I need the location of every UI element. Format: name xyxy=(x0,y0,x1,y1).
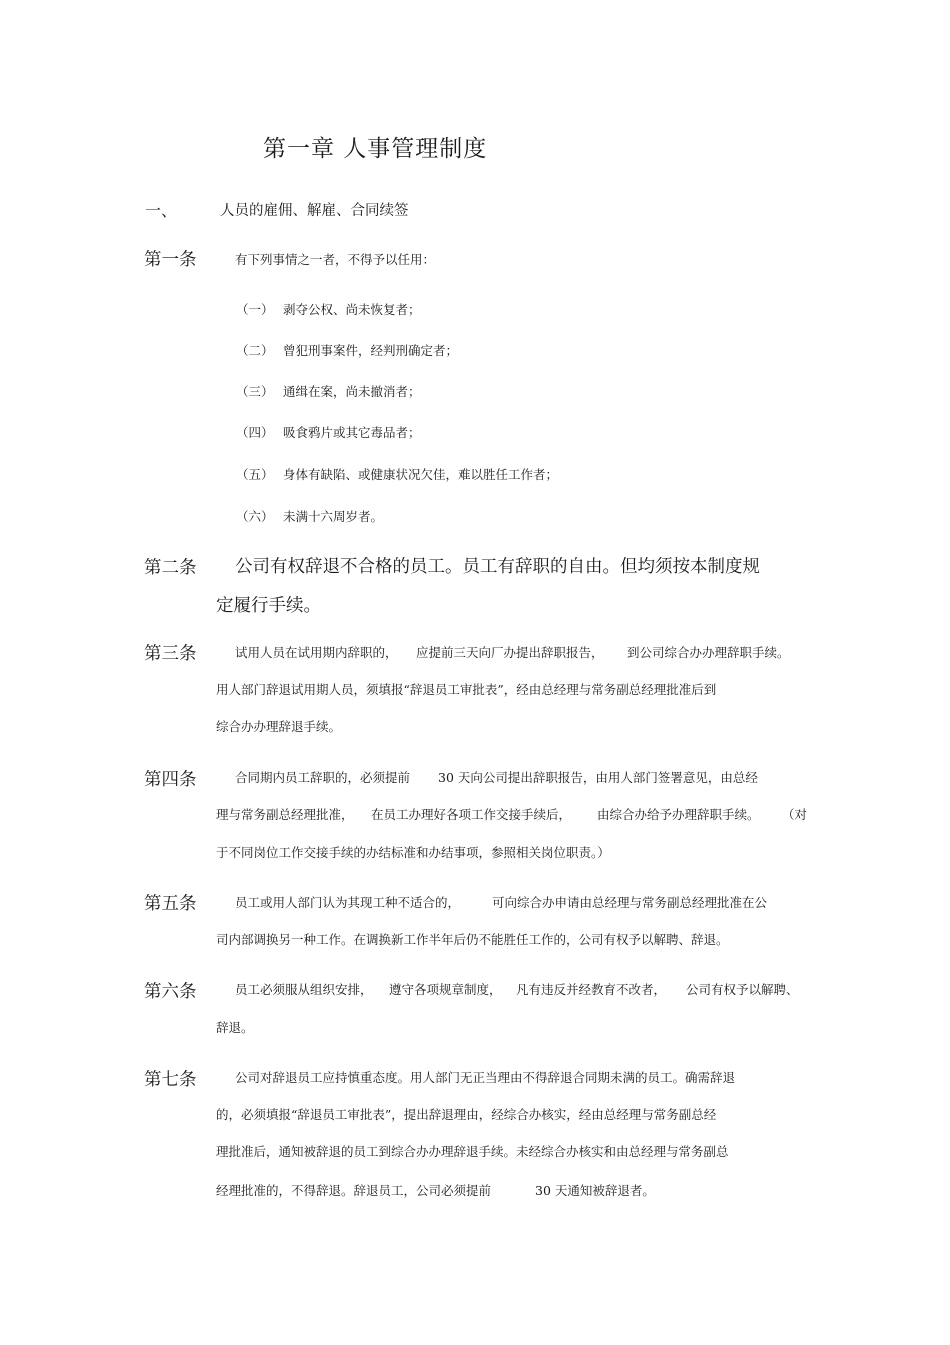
list-item-number: （三） xyxy=(236,384,274,399)
article-7-line: 的，必须填报“辞退员工审批表”，提出辞退理由，经综合办核实，经由总经理与常务副总经 xyxy=(216,1107,717,1122)
list-item: 剥夺公权、尚未恢复者； xyxy=(283,302,421,317)
article-7-label: 第七条 xyxy=(144,1070,197,1090)
chapter-title: 第一章 人事管理制度 xyxy=(263,136,488,162)
article-1-label: 第一条 xyxy=(144,250,197,270)
article-7-text-part: 30 天通知被辞退者。 xyxy=(535,1183,655,1198)
article-3-label: 第三条 xyxy=(144,644,197,664)
section-number: 一、 xyxy=(145,201,178,220)
article-3-line: 综合办办理辞退手续。 xyxy=(216,719,342,734)
article-6-text-part: 凡有违反并经教育不改者， xyxy=(516,982,667,997)
list-item-number: （一） xyxy=(236,302,274,317)
article-6-text-part: 员工必须服从组织安排， xyxy=(235,982,373,997)
article-4-label: 第四条 xyxy=(144,770,197,790)
article-5-label: 第五条 xyxy=(144,894,197,914)
article-4-text-part: 30 天向公司提出辞职报告，由用人部门签署意见，由总经 xyxy=(438,770,758,785)
article-2-label: 第二条 xyxy=(144,558,197,578)
article-4-text-part: 由综合办给予办理辞职手续。 xyxy=(597,807,760,822)
article-2-line: 定履行手续。 xyxy=(216,596,321,616)
article-5-text-part: 可向综合办申请由总经理与常务副总经理批准在公 xyxy=(492,895,768,910)
article-3-text-part: 到公司综合办办理辞职手续。 xyxy=(627,645,790,660)
article-6-text-part: 遵守各项规章制度， xyxy=(389,982,502,997)
article-1-text: 有下列事情之一者，不得予以任用： xyxy=(235,252,436,267)
article-4-text-part: （对 xyxy=(782,807,808,822)
article-4-text-part: 理与常务副总经理批准， xyxy=(216,807,354,822)
section-title: 人员的雇佣、解雇、合同续签 xyxy=(220,203,409,219)
article-2-line: 公司有权辞退不合格的员工。员工有辞职的自由。但均须按本制度规 xyxy=(235,557,760,577)
article-4-text-part: 在员工办理好各项工作交接手续后， xyxy=(371,807,572,822)
article-6-line: 辞退。 xyxy=(216,1020,254,1035)
article-3-text-part: 应提前三天向厂办提出辞职报告， xyxy=(416,645,604,660)
article-3-text-part: 试用人员在试用期内辞职的， xyxy=(235,645,398,660)
list-item-number: （四） xyxy=(236,425,274,440)
article-6-text-part: 公司有权予以解聘、 xyxy=(686,982,799,997)
article-7-line: 公司对辞退员工应持慎重态度。用人部门无正当理由不得辞退合同期未满的员工。确需辞退 xyxy=(235,1070,736,1085)
list-item: 吸食鸦片或其它毒品者； xyxy=(283,425,421,440)
list-item: 曾犯刑事案件，经判刑确定者； xyxy=(283,343,459,358)
article-3-line: 用人部门辞退试用期人员，须填报“辞退员工审批表”，经由总经理与常务副总经理批准后到 xyxy=(216,682,717,697)
article-4-text-part: 合同期内员工辞职的，必须提前 xyxy=(235,770,411,785)
list-item: 身体有缺陷、或健康状况欠佳，难以胜任工作者； xyxy=(283,467,559,482)
article-7-line: 理批准后，通知被辞退的员工到综合办办理辞退手续。未经综合办核实和由总经理与常务副总 xyxy=(216,1144,729,1159)
list-item-number: （六） xyxy=(236,509,274,524)
list-item-number: （五） xyxy=(236,467,274,482)
list-item: 未满十六周岁者。 xyxy=(283,509,384,524)
list-item-number: （二） xyxy=(236,343,274,358)
article-7-text-part: 经理批准的，不得辞退。辞退员工，公司必须提前 xyxy=(216,1183,492,1198)
list-item: 通缉在案，尚未撤消者； xyxy=(283,384,421,399)
article-4-line: 于不同岗位工作交接手续的办结标准和办结事项，参照相关岗位职责。） xyxy=(216,845,610,860)
article-6-label: 第六条 xyxy=(144,982,197,1002)
article-5-line: 司内部调换另一种工作。在调换新工作半年后仍不能胜任工作的，公司有权予以解聘、辞退。 xyxy=(216,932,729,947)
article-5-text-part: 员工或用人部门认为其现工种不适合的， xyxy=(235,895,461,910)
